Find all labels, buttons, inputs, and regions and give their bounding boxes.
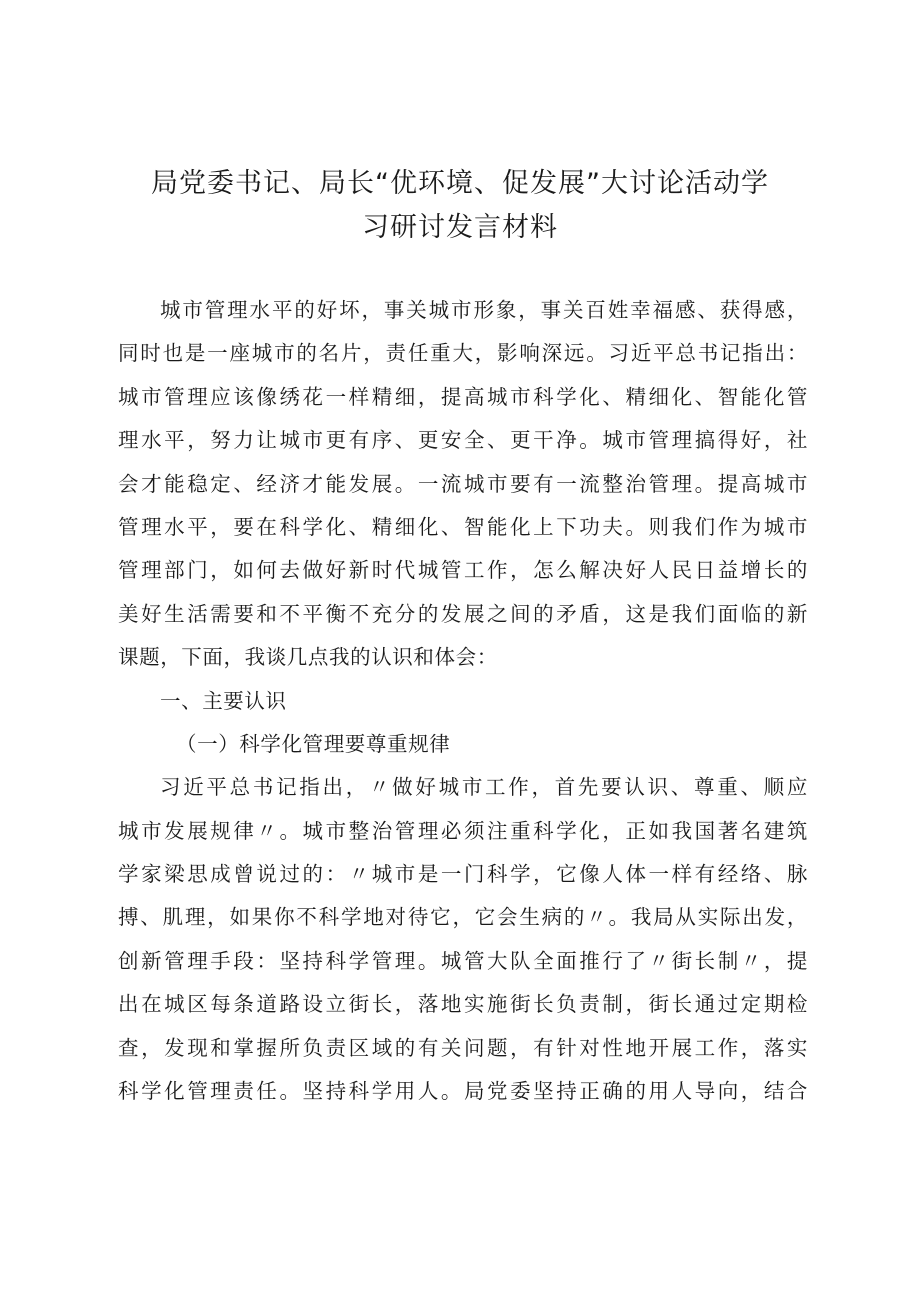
paragraph-science — [118, 766, 808, 1113]
text-line: 理水平，努力让城市更有序、更安全、更干净。城市管理搞得好，社 — [118, 428, 808, 453]
text-line: 管理部门，如何去做好新时代城管工作，怎么解决好人民日益增长的 — [118, 558, 808, 583]
text-line: 城市发展规律〃。城市整治管理必须注重科学化，正如我国著名建筑 — [118, 818, 808, 843]
text-line: 出在城区每条道路设立街长，落地实施街长负责制，街长通过定期检 — [118, 992, 808, 1017]
text-line: 学家梁思成曾说过的：〃城市是一门科学，它像人体一样有经络、脉 — [118, 862, 808, 887]
text-line: 课题，下面，我谈几点我的认识和体会： — [118, 645, 498, 670]
text-line: 同时也是一座城市的名片，责任重大，影响深远。习近平总书记指出： — [118, 341, 808, 366]
text-line: 创新管理手段：坚持科学管理。城管大队全面推行了〃街长制〃，提 — [118, 948, 808, 973]
text-line: 管理水平，要在科学化、精细化、智能化上下功夫。则我们作为城市 — [118, 514, 808, 539]
document-body — [118, 289, 808, 1113]
text-line: 城市管理应该像绣花一样精细，提高城市科学化、精细化、智能化管 — [118, 384, 808, 409]
subsection-heading: （一）科学化管理要尊重规律 — [176, 731, 451, 756]
paragraph-intro — [118, 289, 808, 680]
text-line: 会才能稳定、经济才能发展。一流城市要有一流整治管理。提高城市 — [118, 471, 808, 496]
text-line: 美好生活需要和不平衡不充分的发展之间的矛盾，这是我们面临的新 — [118, 601, 808, 626]
text-line: 搏、肌理，如果你不科学地对待它，它会生病的〃。我局从实际出发， — [118, 905, 808, 930]
text-line: 查，发现和掌握所负责区域的有关问题，有针对性地开展工作，落实 — [118, 1035, 808, 1060]
text-line: 城市管理水平的好坏，事关城市形象，事关百姓幸福感、获得感， — [160, 298, 808, 322]
text-line: 习近平总书记指出，〃做好城市工作，首先要认识、尊重、顺应 — [160, 775, 808, 800]
document-title-line-1: 局党委书记、局长“优环境、促发展”大讨论活动学 — [151, 168, 769, 199]
text-line: 科学化管理责任。坚持科学用人。局党委坚持正确的用人导向，结合 — [118, 1079, 808, 1104]
section-heading: 一、主要认识 — [160, 688, 287, 713]
document-title-line-2: 习研讨发言材料 — [362, 212, 558, 243]
